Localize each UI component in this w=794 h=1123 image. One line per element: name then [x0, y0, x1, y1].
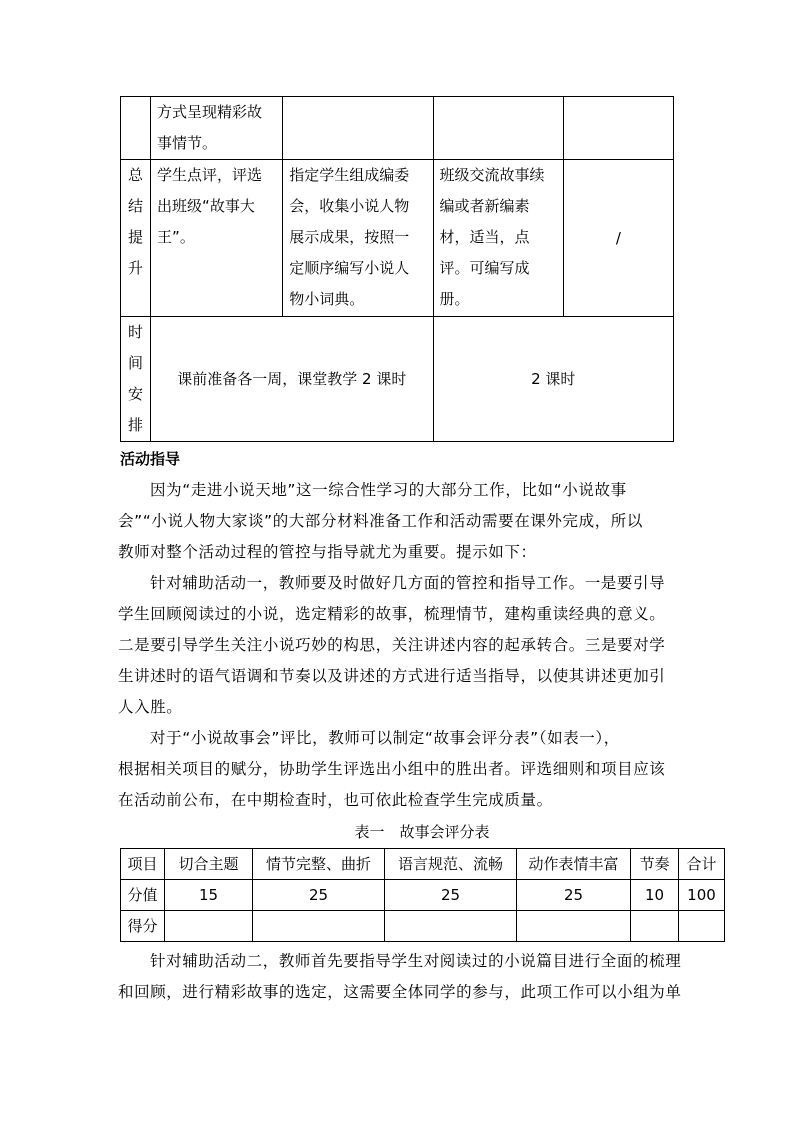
label-char: 安 — [128, 385, 144, 403]
row-label-time — [121, 317, 151, 442]
table-cell — [121, 97, 151, 160]
score-table — [120, 848, 725, 942]
cell-line: 会，收集小说人物 — [289, 197, 410, 215]
cell-line: 材，适当，点 — [439, 228, 530, 246]
cell-line: 学生点评，评选 — [157, 166, 263, 184]
label-char: 总 — [128, 166, 144, 184]
table-cell — [165, 911, 253, 942]
table-cell: 2 课时 — [433, 317, 673, 442]
table-cell — [631, 911, 679, 942]
table-cell — [283, 160, 433, 317]
table-cell: 100 — [679, 880, 725, 911]
table-cell — [151, 97, 283, 160]
paragraph-line: 学生回顾阅读过的小说，选定精彩的故事，梳理情节，建构重读经典的意义。 — [118, 605, 666, 623]
table-row — [121, 160, 674, 317]
table-cell: 15 — [165, 880, 253, 911]
cell-line: 指定学生组成编委 — [289, 166, 410, 184]
paragraph-line: 二是要引导学生关注小说巧妙的构思，关注讲述内容的起承转合。三是要对学 — [118, 636, 666, 654]
paragraph-line: 人入胜。 — [118, 698, 183, 716]
table-cell — [679, 911, 725, 942]
cell-line: 方式呈现精彩故 — [157, 103, 263, 121]
section-heading: 活动指导 — [120, 450, 181, 468]
label-char: 提 — [128, 228, 144, 246]
table-header-cell: 动作表情丰富 — [517, 849, 631, 880]
table-cell — [433, 97, 563, 160]
cell-line: 编或者新编素 — [439, 197, 530, 215]
table-header-cell: 项目 — [121, 849, 165, 880]
table-row — [121, 97, 674, 160]
table-cell: / — [563, 160, 673, 317]
paragraph-line: 因为“走进小说天地”这一综合性学习的大部分工作，比如“小说故事 — [150, 481, 627, 499]
table-cell — [253, 911, 385, 942]
label-char: 间 — [128, 354, 144, 372]
paragraph-line: 会”“小说人物大家谈”的大部分材料准备工作和活动需要在课外完成，所以 — [118, 512, 643, 530]
table-row — [121, 880, 725, 911]
cell-line: 册。 — [439, 290, 470, 308]
table-header-cell: 语言规范、流畅 — [385, 849, 517, 880]
table-row — [121, 317, 674, 442]
paragraph-line: 针对辅助活动二，教师首先要指导学生对阅读过的小说篇目进行全面的梳理 — [150, 952, 682, 970]
cell-line: 王”。 — [157, 228, 195, 246]
table-header-cell: 节奏 — [631, 849, 679, 880]
cell-line: 物小词典。 — [289, 290, 365, 308]
table-cell — [517, 911, 631, 942]
label-char: 排 — [128, 416, 144, 434]
table-cell: 得分 — [121, 911, 165, 942]
table-cell: 10 — [631, 880, 679, 911]
table-cell: 课前准备各一周，课堂教学 2 课时 — [151, 317, 434, 442]
label-char: 结 — [128, 197, 144, 215]
paragraph-line: 教师对整个活动过程的管控与指导就尤为重要。提示如下： — [118, 543, 537, 561]
cell-line: 展示成果，按照一 — [289, 228, 410, 246]
table-caption: 表一 故事会评分表 — [354, 823, 490, 841]
cell-line: 事情节。 — [157, 134, 218, 152]
table-header-cell: 情节完整、曲折 — [253, 849, 385, 880]
paragraph-line: 和回顾，进行精彩故事的选定，这需要全体同学的参与，此项工作可以小组为单 — [118, 983, 682, 1001]
table-cell: 分值 — [121, 880, 165, 911]
table-cell — [283, 97, 433, 160]
cell-line: 评。可编写成 — [439, 259, 530, 277]
paragraph-line: 对于“小说故事会”评比，教师可以制定“故事会评分表”（如表一）， — [150, 729, 620, 747]
table-cell — [563, 97, 673, 160]
row-label-summary — [121, 160, 151, 317]
table-cell — [385, 911, 517, 942]
cell-line: 出班级“故事大 — [157, 197, 255, 215]
table-row — [121, 849, 725, 880]
paragraph-line: 生讲述时的语气语调和节奏以及讲述的方式进行适当指导，以使其讲述更加引 — [118, 667, 666, 685]
activity-plan-table — [120, 96, 674, 442]
table-cell: 25 — [517, 880, 631, 911]
label-char: 时 — [128, 323, 144, 341]
label-char: 升 — [128, 259, 144, 277]
paragraph-line: 根据相关项目的赋分，协助学生评选出小组中的胜出者。评选细则和项目应该 — [118, 760, 666, 778]
table-header-cell: 切合主题 — [165, 849, 253, 880]
cell-line: 定顺序编写小说人 — [289, 259, 410, 277]
paragraph-line: 在活动前公布，在中期检查时，也可依此检查学生完成质量。 — [118, 791, 553, 809]
table-header-cell: 合计 — [679, 849, 725, 880]
table-cell: 25 — [385, 880, 517, 911]
paragraph-line: 针对辅助活动一，教师要及时做好几方面的管控和指导工作。一是要引导 — [150, 574, 666, 592]
table-cell — [433, 160, 563, 317]
table-row — [121, 911, 725, 942]
table-cell — [151, 160, 283, 317]
cell-line: 班级交流故事续 — [439, 166, 545, 184]
table-cell: 25 — [253, 880, 385, 911]
